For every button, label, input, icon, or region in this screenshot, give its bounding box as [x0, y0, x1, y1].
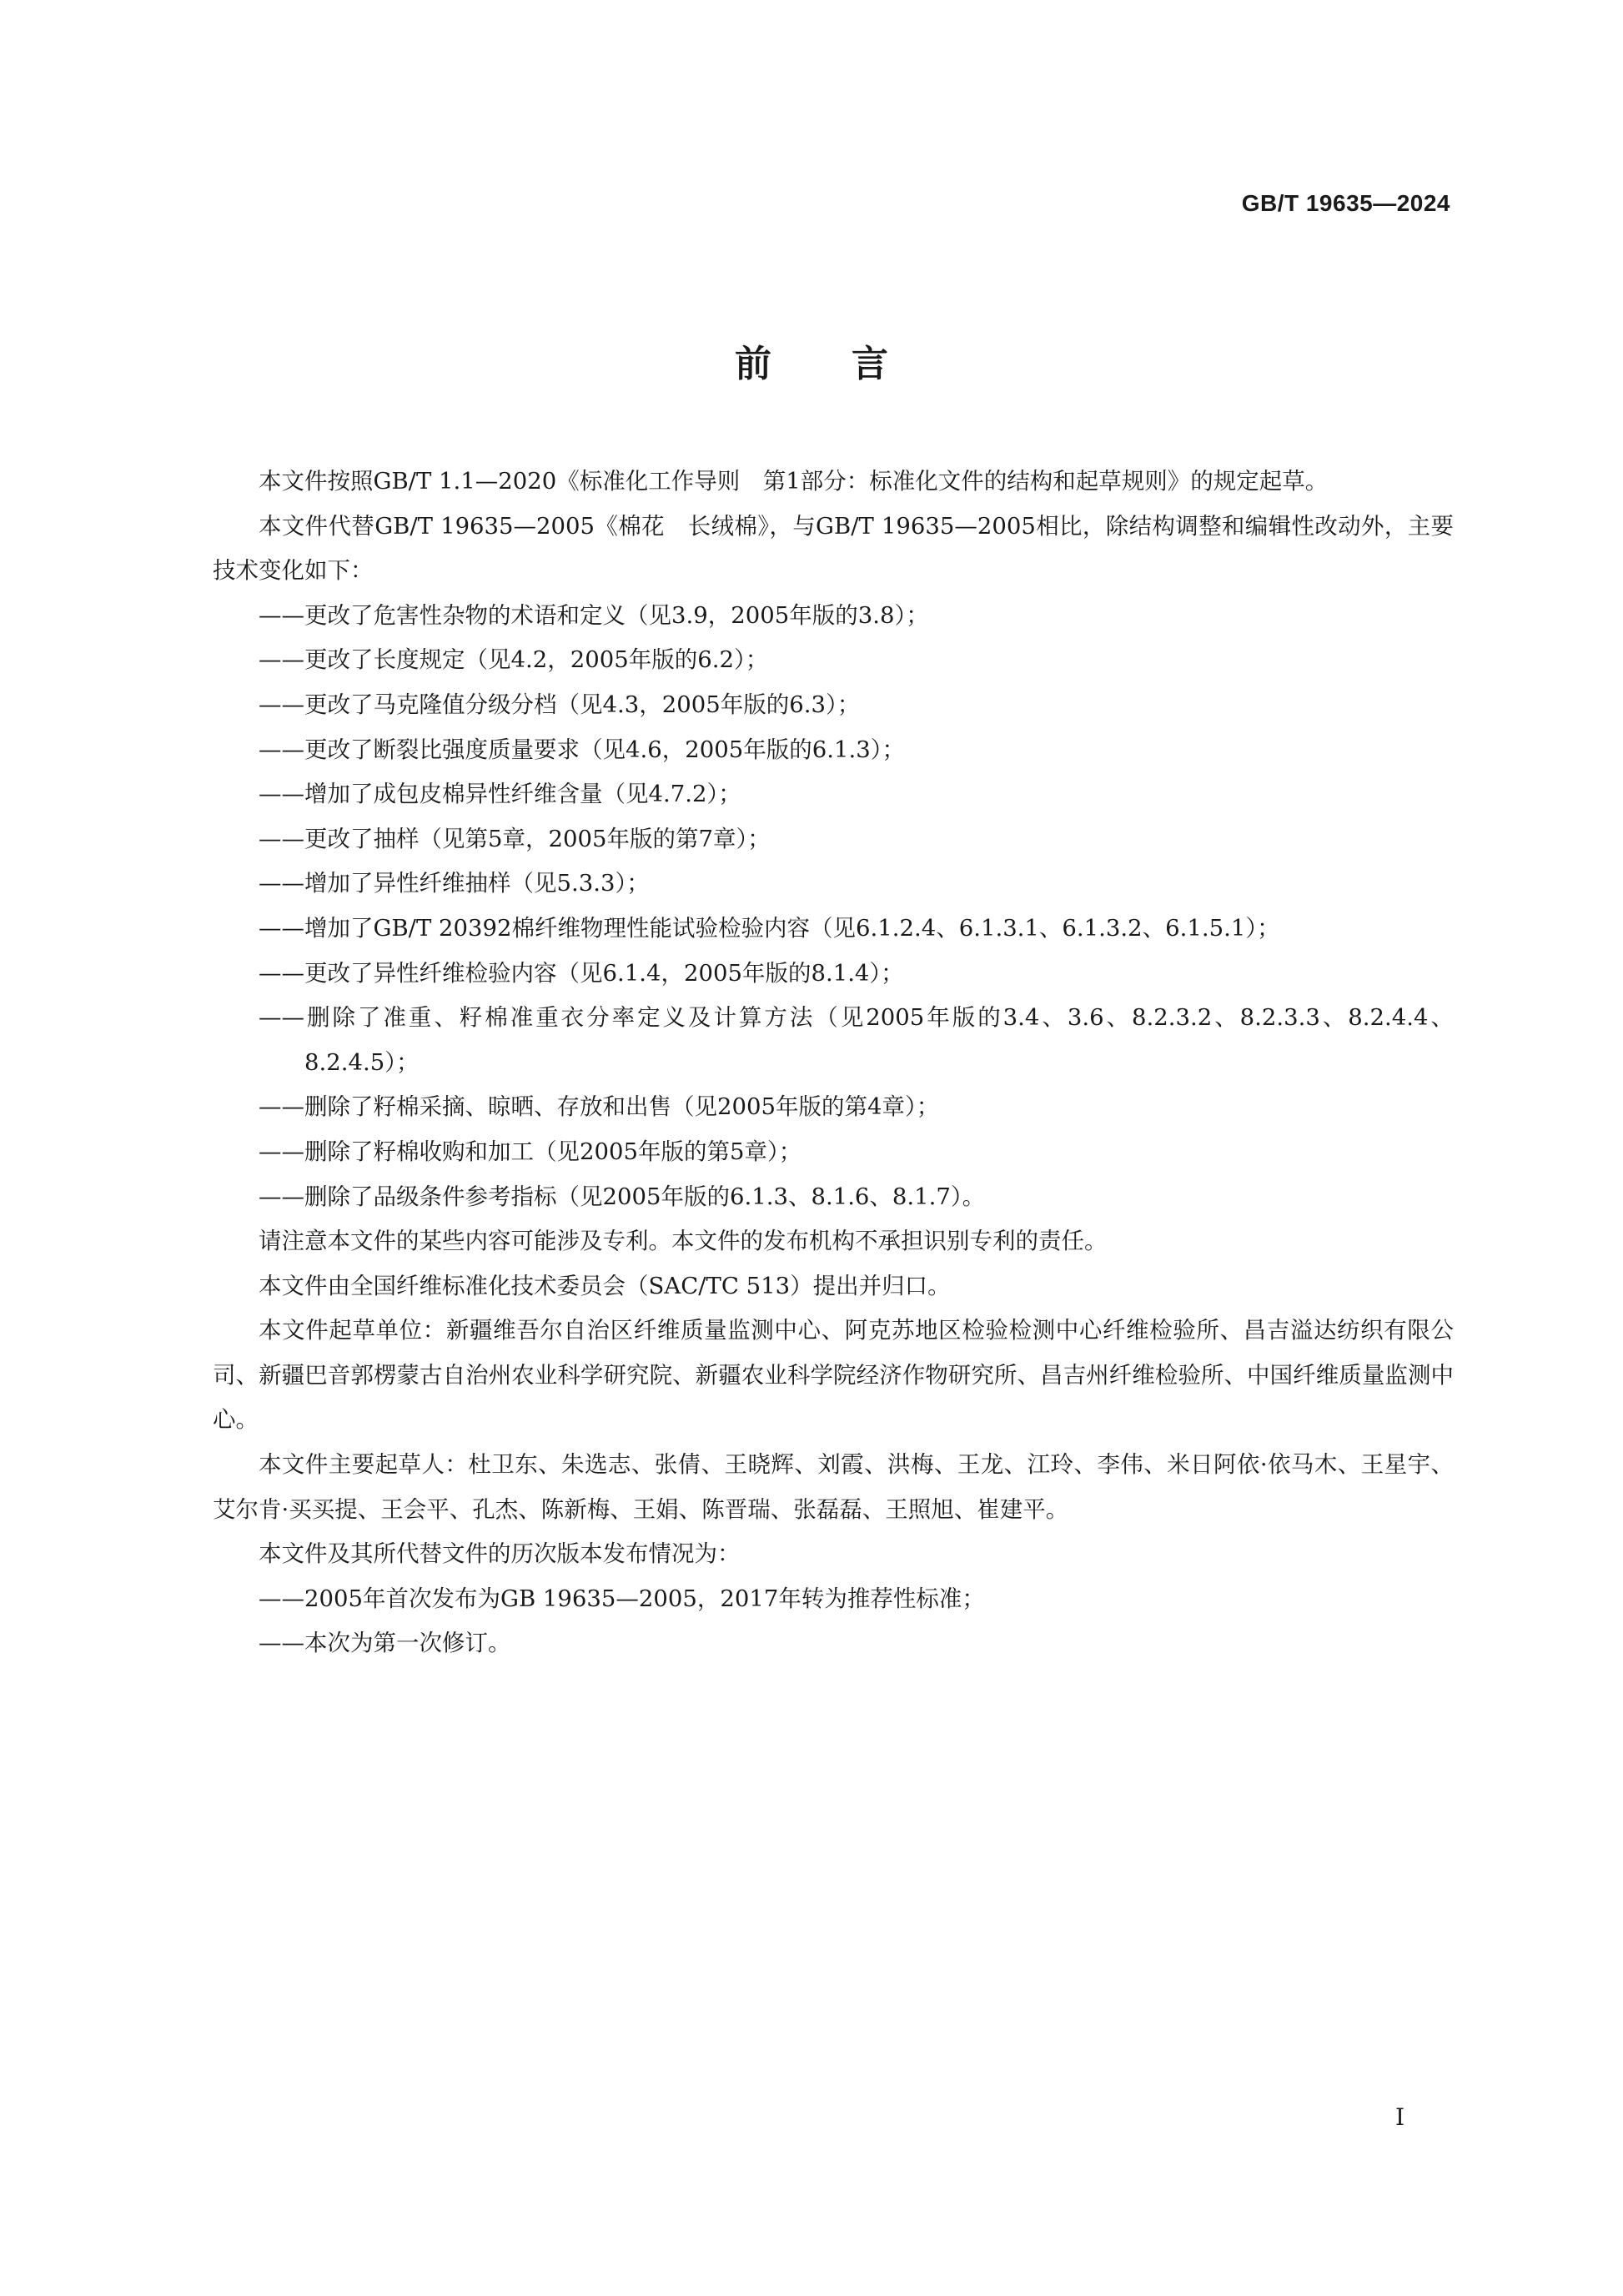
paragraph: 本文件代替GB/T 19635—2005《棉花 长绒棉》，与GB/T 19635—2005相比，除结构调整和编辑性改动外，主要技术变化如下： — [213, 512, 1454, 585]
patent-notice: 请注意本文件的某些内容可能涉及专利。本文件的发布机构不承担识别专利的责任。 — [259, 1228, 1108, 1255]
drafters-paragraph: 本文件主要起草人：杜卫东、朱选志、张倩、王晓辉、刘霞、洪梅、王龙、江玲、李伟、米日阿依·依马木、王星宇、艾尔肯·买买提、王会平、孔杰、陈新梅、王娟、陈晋瑞、张磊磊、王照旭、崔建平。 — [213, 1451, 1454, 1523]
standard-number: GB/T 19635—2024 — [1241, 190, 1450, 216]
change-item: ——删除了籽棉采摘、晾晒、存放和出售（见2005年版的第4章）； — [259, 1093, 940, 1121]
change-item: ——删除了品级条件参考指标（见2005年版的6.1.3、8.1.6、8.1.7）。 — [259, 1183, 986, 1210]
change-item: ——更改了抽样（见第5章，2005年版的第7章）； — [259, 825, 771, 852]
change-item: ——更改了长度规定（见4.2，2005年版的6.2）； — [259, 646, 769, 674]
page-title: 前言 — [735, 343, 968, 385]
change-item: ——更改了断裂比强度质量要求（见4.6，2005年版的6.1.3）； — [259, 736, 905, 763]
foreword-body — [213, 460, 1454, 1666]
change-item: ——更改了马克隆值分级分档（见4.3，2005年版的6.3）； — [259, 691, 861, 718]
history-intro-paragraph: 本文件及其所代替文件的历次版本发布情况为： — [259, 1540, 741, 1568]
proposer-paragraph: 本文件由全国纤维标准化技术委员会（SAC/TC 513）提出并归口。 — [259, 1272, 951, 1299]
change-item: ——更改了异性纤维检验内容（见6.1.4，2005年版的8.1.4）； — [259, 959, 904, 987]
history-item: ——2005年首次发布为GB 19635—2005，2017年转为推荐性标准； — [259, 1585, 985, 1612]
change-item: ——增加了异性纤维抽样（见5.3.3）； — [259, 870, 650, 897]
change-item: ——增加了GB/T 20392棉纤维物理性能试验检验内容（见6.1.2.4、6.1.3.1、6.1.3.2、6.1.5.1）； — [259, 914, 1280, 942]
change-item: ——更改了危害性杂物的术语和定义（见3.9，2005年版的3.8）； — [259, 601, 929, 629]
paragraph: 本文件按照GB/T 1.1—2020《标准化工作导则 第1部分：标准化文件的结构和起草规则》的规定起草。 — [259, 468, 1329, 495]
change-item: ——删除了籽棉收购和加工（见2005年版的第5章）； — [259, 1138, 802, 1165]
change-item: ——增加了成包皮棉异性纤维含量（见4.7.2）； — [259, 781, 741, 808]
change-item: ——删除了准重、籽棉准重衣分率定义及计算方法（见2005年版的3.4、3.6、8.2.3.2、8.2.3.3、8.2.4.4、8.2.4.5）； — [259, 1004, 1454, 1076]
history-item: ——本次为第一次修订。 — [259, 1630, 511, 1657]
page-number: I — [1394, 2103, 1404, 2131]
drafting-units-paragraph: 本文件起草单位：新疆维吾尔自治区纤维质量监测中心、阿克苏地区检验检测中心纤维检验所、昌吉溢达纺织有限公司、新疆巴音郭楞蒙古自治州农业科学研究院、新疆农业科学院经济作物研究所、昌吉州纤维检验所、中国纤维质量监测中心。 — [213, 1317, 1454, 1434]
